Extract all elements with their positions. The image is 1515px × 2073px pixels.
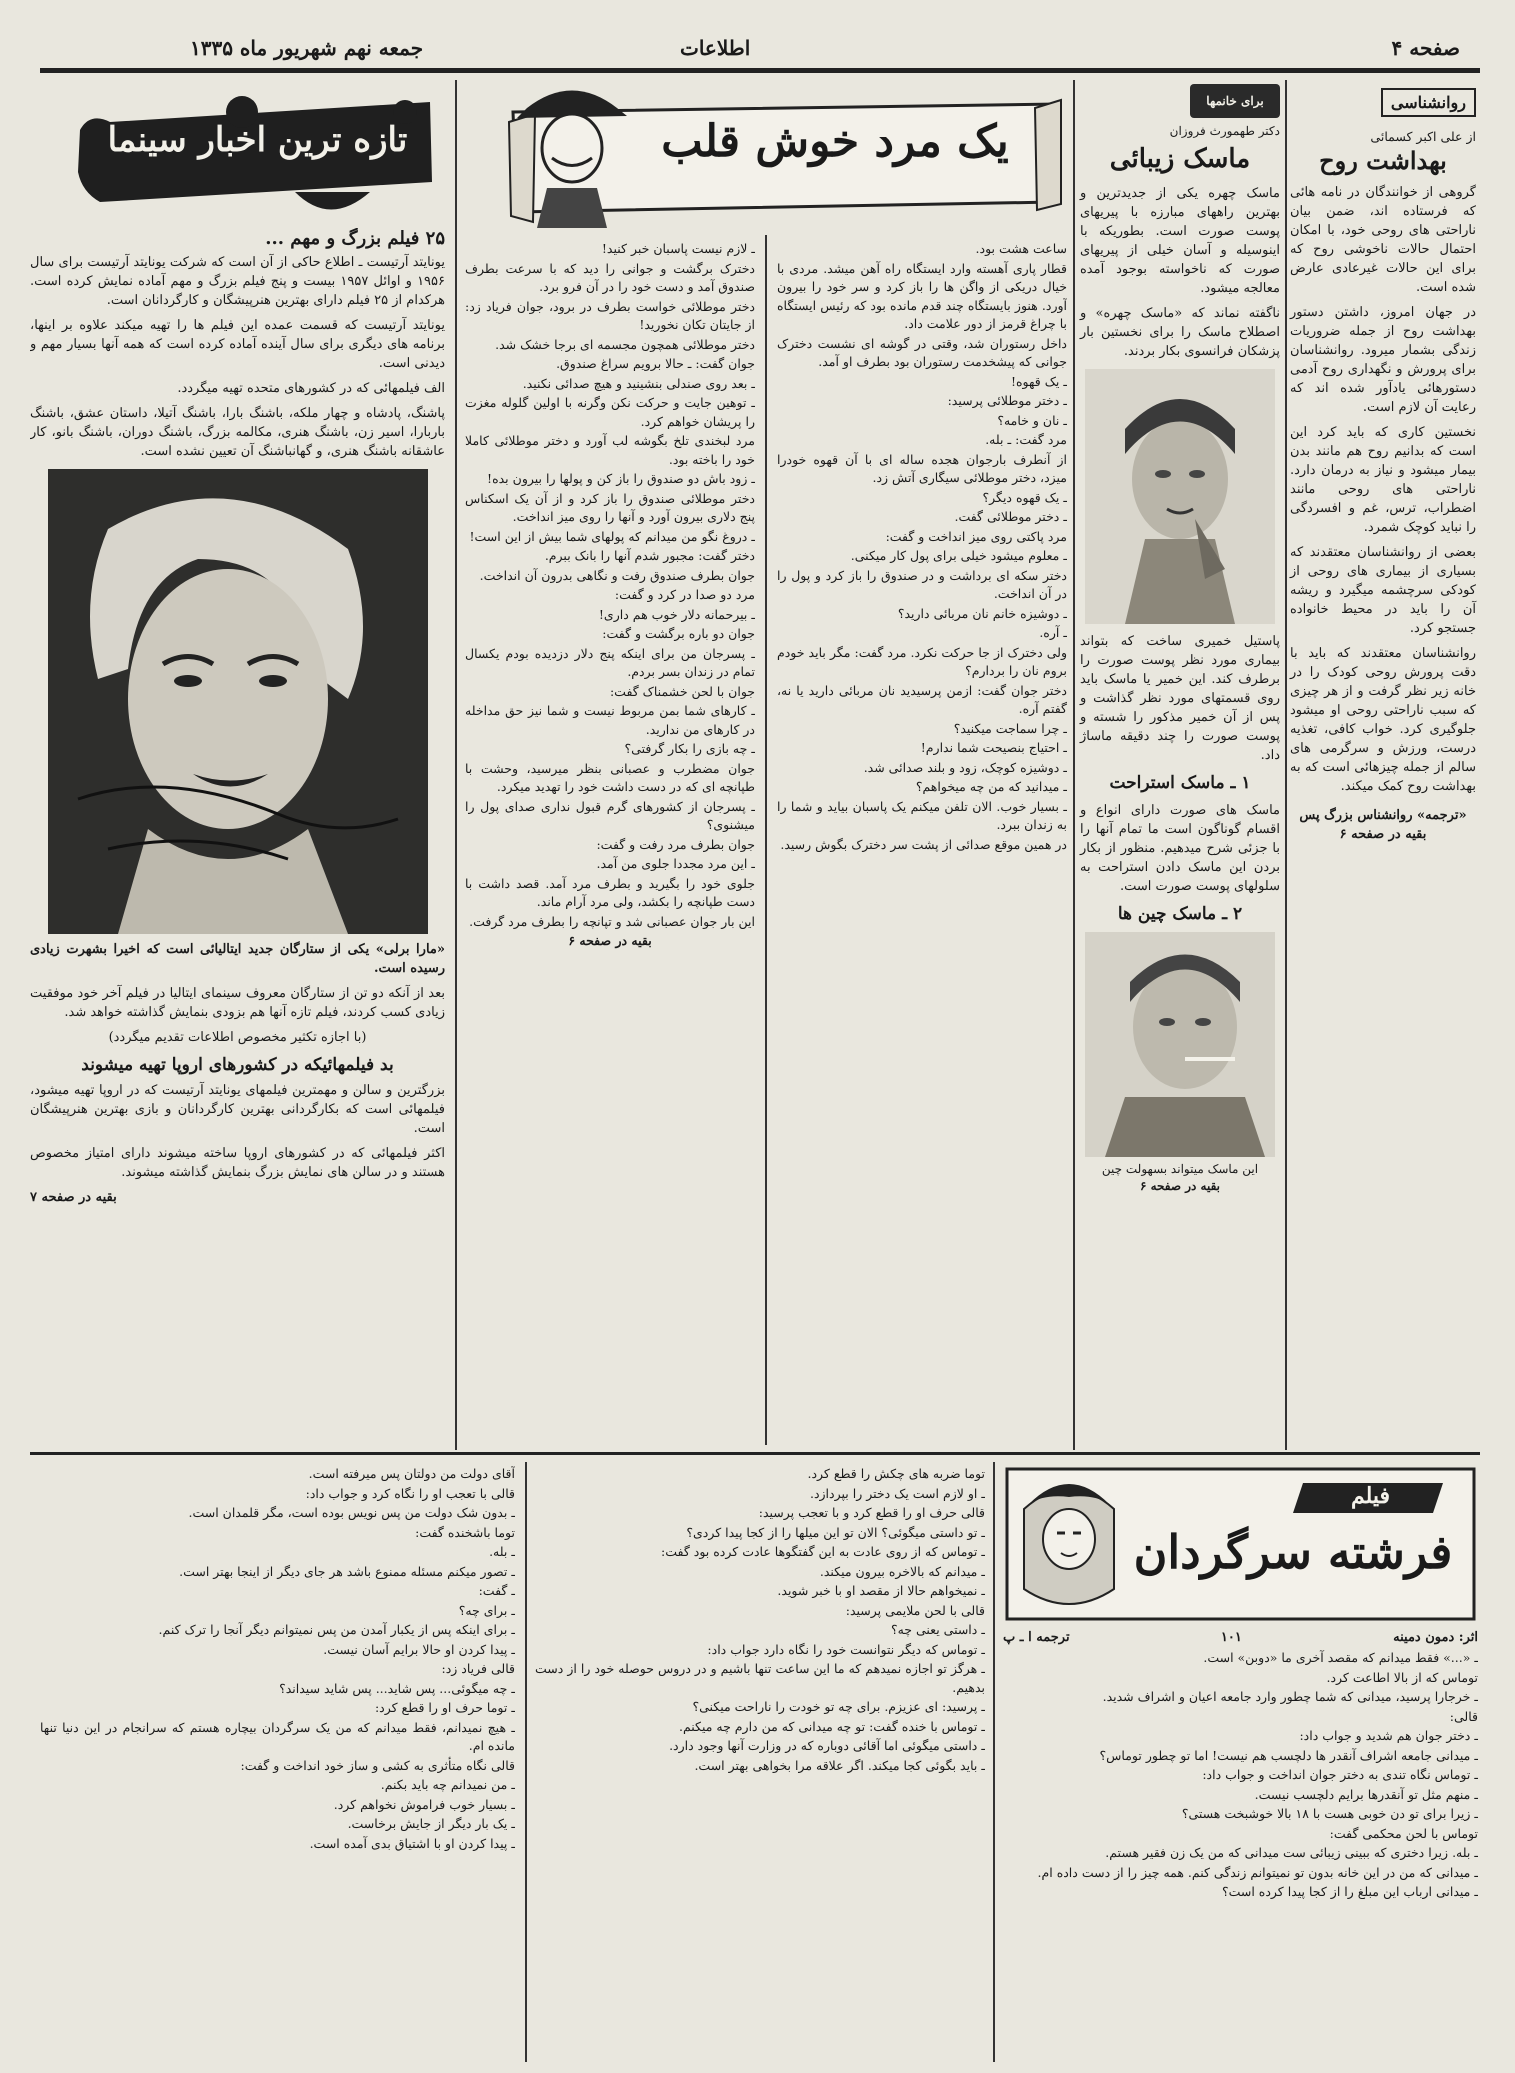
story-line: ـ بعد روی صندلی بنشینید و هیچ صدائی نکنید. — [522, 375, 755, 391]
serial-column-2 — [535, 1465, 985, 2060]
story-line: از آنطرف بارجوان هجده ساله ای با آن قهوه خودرا میزد، دختر موطلائی سیگاری آتش زد. — [777, 451, 1067, 485]
story-line: ـ توما حرف او را قطع کرد: — [374, 1700, 515, 1715]
story-line: جوان بطرف صندوق رفت و نگاهی بدرون آن انداخت. — [479, 567, 755, 583]
continued-note: بقیه در صفحه ۷ — [30, 1190, 117, 1205]
article-paragraph: الف فیلمهائی که در کشورهای متحده تهیه میگردد. — [177, 381, 445, 396]
story-line: ـ این مرد مجددا جلوی من آمد. — [596, 856, 755, 871]
story-line: دختر جوان گفت: ازمن پرسیدید نان مربائی دارید یا نه، گفتم آره. — [777, 682, 1067, 716]
story-column-1 — [777, 240, 1067, 1435]
article-author: از علی اکبر کسمائی — [1370, 129, 1476, 144]
story-line: ـ میدانی جامعه اشراف آنقدر ها دلچسب هم نیست! اما تو چطور توماس؟ — [1099, 1747, 1478, 1763]
story-line: مرد پاکتی روی میز انداخت و گفت: — [885, 528, 1067, 544]
story-line: ـ برای چه؟ — [458, 1602, 515, 1618]
story-line: ـ منهم مثل تو آنقدرها برایم دلچسب نیست. — [1254, 1786, 1478, 1802]
serial-number: ۱۰۱ — [1220, 1630, 1242, 1645]
section-rule — [30, 1452, 1480, 1455]
story-line: ولی دخترک از جا حرکت نکرد. مرد گفت: مگر باید خودم بروم نان را بردارم؟ — [777, 644, 1067, 678]
story-line: ـ توماس که دیگر نتوانست خود را نگاه دارد جواب داد: — [707, 1641, 985, 1657]
serial-banner-label: فیلم — [1350, 1483, 1391, 1509]
beauty-photo-2 — [1085, 932, 1275, 1157]
story-title: یک مرد خوش قلب — [661, 116, 1009, 167]
article-paragraph: پاشنگ، پادشاه و چهار ملکه، باشنگ بارا، باشنگ آتیلا، داستان عشق، باشنگ باربارا، اسیر زن، باشنگ هنری، مکالمه بزرگ، باشنگ دوران، باشنگ بانو، کار عاشقانه باشنگ هنری، و گهانباشنگ آن تعیین نشده است. — [30, 406, 445, 459]
story-line: ـ چرا سماجت میکنید؟ — [953, 720, 1067, 736]
page-header — [40, 36, 1480, 66]
story-line: دختر گفت: مجبور شدم آنها را بانک ببرم. — [544, 548, 755, 563]
story-line: مرد دو صدا در کرد و گفت: — [614, 587, 755, 602]
article-paragraph: بعد از آنکه دو تن از ستارگان معروف سینمای ایتالیا در فیلم آخر خود موفقیت زیادی کسب کردند، فیلم تازه آنها هم بزودی بنمایش گذاشته خواهد شد. — [30, 986, 445, 1020]
story-line: توما ضربه های چکش را قطع کرد. — [807, 1466, 985, 1481]
story-line: قالی با تعجب او را نگاه کرد و جواب داد: — [305, 1485, 515, 1501]
woman-illustration — [1009, 1469, 1129, 1619]
beauty-photo-1 — [1085, 369, 1275, 624]
story-line: ـ دختر موطلائی پرسید: — [947, 393, 1067, 408]
story-line: ـ «...» فقط میدانم که مقصد آخری ما «دوبن» است. — [1203, 1650, 1478, 1665]
story-line: ـ زود باش دو صندوق را باز کن و پولها را بیرون بده! — [487, 471, 755, 486]
story-line: ـ چه میگوئی... پس شاید... پس شاید سیداند؟ — [279, 1680, 515, 1696]
section-label: روانشناسی — [1381, 88, 1476, 117]
story-line: ـ کارهای شما بمن مربوط نیست و شما نیز حق مداخله در کارهای من ندارید. — [465, 703, 755, 737]
story-line: ـ یک قهوه! — [1010, 373, 1067, 389]
story-line: ـ میدانی ارباب این مبلغ را از کجا پیدا کرده است؟ — [1221, 1884, 1478, 1899]
story-line: ـ دروغ نگو من میدانم که پولهای شما بیش از این است! — [469, 528, 755, 544]
article-paragraph: نخستین کاری که باید کرد این است که بدانیم روح هم مانند بدن بیمار میشود و نیاز به درمان دارد. ناراحتی های روحی مانند اضطراب، ترس، غم و افسردگی را نباید کوچک شمرد. — [1290, 425, 1476, 535]
story-line: ـ بسیار خوب. الان تلفن میکنم یک پاسبان بیاید و شما را به زندان ببرد. — [777, 798, 1067, 832]
article-paragraph: یونایتد آرتیست که قسمت عمده این فیلم ها را تهیه میکند علاوه بر اینها، برنامه های دیگری برای سال آینده آماده کرده است که همه آنها بسیار مهم و دیدنی است. — [30, 318, 445, 371]
column-divider — [993, 1462, 995, 2062]
man-hat-illustration — [507, 78, 637, 228]
story-line: ـ پیدا کردن او با اشتیاق بدی آمده است. — [309, 1835, 515, 1851]
story-line: دختر موطلائی خواست بطرف در برود، جوان فریاد زد: از جایتان تکان نخورید! — [465, 298, 755, 332]
photo-caption: «مارا برلی» یکی از ستارگان جدید ایتالیائی است که اخیرا بشهرت زیادی رسیده است. — [30, 942, 445, 976]
serial-title: فرشته سرگردان — [1133, 1525, 1453, 1579]
story-line: جوان مضطرب و عصبانی بنظر میرسید، وحشت با طپانچه ای که در دست داشت خود را تهدید میکرد. — [465, 760, 755, 794]
column-divider — [765, 235, 767, 1445]
story-line: ـ احتیاج بنصیحت شما ندارم! — [920, 740, 1067, 755]
page-number: صفحه ۴ — [1391, 36, 1460, 60]
story-line: ـ پسرجان از کشورهای گرم قبول نداری صدای پول را میشنوی؟ — [465, 798, 755, 832]
story-line: جوان دو باره برگشت و گفت: — [602, 626, 755, 641]
story-line: ـ میدانی که من در این خانه بدون تو نمیتوانم زندگی کنم. همه چیز را از دست داده ام. — [1037, 1864, 1478, 1880]
story-line: قالی حرف او را قطع کرد و با تعجب پرسید: — [758, 1505, 985, 1520]
article-title: بهداشت روح — [1319, 146, 1447, 175]
article-paragraph: گروهی از خوانندگان در نامه هائی که فرستاده اند، ضمن بیان ناراحتی های روحی خود، با امکان احتمال حالات ناخوشی روح که برای این حالات غیرعادی عارض شده است. — [1290, 185, 1476, 295]
story-line: ـ تصور میکنم مسئله ممنوع باشد هر جای دیگر از اینجا بهتر است. — [179, 1563, 515, 1579]
story-line: ـ زیرا برای تو دن خوبی هست با ۱۸ بالا خوشبخت هستی؟ — [1181, 1806, 1478, 1821]
story-line: ـ لازم نیست پاسبان خبر کنید! — [601, 241, 755, 256]
header-rule — [40, 68, 1480, 73]
serial-translator: ترجمه ا ـ پ — [1003, 1630, 1070, 1645]
story-title-box — [505, 92, 1065, 230]
story-line: ـ بله. زیرا دختری که ببینی زیبائی ست میدانی که من یک زن فقیر هستم. — [1105, 1845, 1478, 1860]
column-divider — [455, 80, 457, 1450]
story-line: در همین موقع صدائی از پشت سر دخترک بگوش رسید. — [780, 836, 1067, 852]
story-line: ـ توماس که از روی عادت به این گفتگوها عادت کرده بود گفت: — [661, 1544, 985, 1559]
story-line: ساعت هشت بود. — [975, 241, 1067, 256]
actress-portrait — [48, 469, 428, 934]
story-line: ـ دوشیزه کوچک، زود و بلند صدائی شد. — [863, 759, 1067, 775]
story-line: ـ بسیار خوب فراموش نخواهم کرد. — [333, 1796, 515, 1812]
story-line: ـ باید بگوئی کجا میکند. اگر علاقه مرا بخواهی بهتر است. — [694, 1757, 985, 1773]
story-line: ـ پیدا کردن او حالا برایم آسان نیست. — [323, 1641, 515, 1657]
cinema-article — [30, 228, 445, 1450]
story-line: ـ تو داستی میگوئی؟ الان تو این میلها را از کجا پیدا کردی؟ — [686, 1524, 985, 1540]
story-line: ـ توهین جایت و حرکت نکن وگرنه با اولین گلوله مغزت را پریشان خواهم کرد. — [465, 395, 755, 429]
story-line: ـ دختر جوان هم شدید و جواب داد: — [1299, 1728, 1478, 1743]
story-line: ـ بیرحمانه دلار خوب هم داری! — [598, 606, 755, 622]
story-line: ـ توماس نگاه تندی به دختر جوان انداخت و جواب داد: — [1202, 1767, 1478, 1782]
column-divider — [525, 1462, 527, 2062]
story-line: قالی با لحن ملایمی پرسید: — [845, 1602, 985, 1618]
story-line: قطار پاری آهسته وارد ایستگاه راه آهن میشد. مردی با خیال دریکی از واگن ها را باز کرد و سر خود را بیرون آورد. هنوز بایستگاه چند قدم مانده بود که رئیس ایستگاه با چراغ قرمز از دور علامت داد. — [777, 260, 1067, 331]
story-line: مرد گفت: ـ بله. — [985, 432, 1067, 447]
subsection-title: ۱ ـ ماسک استراحت — [1109, 773, 1251, 793]
story-line: دخترک برگشت و جوانی را دید که با سرعت بطرف صندوق آمد و دست خود را در آن فرو برد. — [465, 260, 755, 294]
article-paragraph: پاستیل خمیری ساخت که بتواند بیماری مورد نظر پوست صورت را برطرف کند. این خمیر یا ماسک باید روی قسمتهای مورد نظر گذاشت و پس از آن خمیر مذکور را شسته و پوست صورت را چند دقیقه ماساژ داد. — [1080, 634, 1280, 763]
story-line: ـ پرسید: ای عزیزم. برای چه تو خودت را ناراحت میکنی؟ — [692, 1699, 985, 1714]
story-line: قالی نگاه متأثری به کشی و ساز خود انداخت و گفت: — [240, 1757, 515, 1773]
continued-note: بقیه در صفحه ۶ — [1139, 1179, 1221, 1193]
story-line: مرد لبخندی تلخ بگوشه لب آورد و دختر موطلائی کاملا خود را باخته بود. — [465, 433, 755, 467]
badge-label: برای خانمها — [1206, 94, 1264, 108]
cinema-title-box — [70, 92, 445, 212]
story-line: ـ آره. — [1039, 625, 1067, 640]
story-line: ـ هیچ نمیدانم، فقط میدانم که من یک سرگردان بیچاره هستم که سرانجام در این دنیا تنها مانده ام. — [40, 1719, 515, 1753]
story-line: قالی فریاد زد: — [441, 1661, 515, 1676]
column-divider — [1073, 80, 1075, 1450]
story-line: جوان بطرف مرد رفت و گفت: — [596, 836, 755, 852]
article-paragraph: ماسک های صورت دارای انواع و اقسام گوناگون است ما تمام آنها را با جزئی شرح میدهیم. منظور از بکار بردن این ماسک دادن استراحت به سلولهای پوست صورت است. — [1080, 803, 1280, 894]
article-paragraph: (با اجازه تکثیر مخصوص اطلاعات تقدیم میگردد) — [108, 1030, 367, 1045]
story-line: ـ پسرجان من برای اینکه پنج دلار دزدیده بودم یکسال تمام در زندان بسر بردم. — [465, 645, 755, 679]
story-line: ـ دوشیزه خانم نان مربائی دارید؟ — [897, 605, 1067, 621]
story-line: ـ چه بازی را بکار گرفتی؟ — [624, 741, 755, 756]
story-line: قالی: — [1449, 1708, 1478, 1724]
story-line: ـ خرجارا پرسید، میدانی که شما چطور وارد جامعه اعیان و اشراف شدید. — [1102, 1689, 1478, 1704]
serial-column-1 — [1003, 1630, 1478, 2060]
story-line: جلوی خود را بگیرید و بطرف مرد آمد. قصد داشت با دست طپانچه را بکشد، ولی مرد آرام ماند. — [465, 875, 755, 909]
ladies-badge — [1190, 84, 1280, 118]
woman-mask-photo — [1085, 369, 1275, 624]
story-line: جوان گفت: ـ حالا برویم سراغ صندوق. — [556, 356, 755, 371]
article-paragraph: بعضی از روانشناسان معتقدند که بسیاری از بیماری های روحی از کودکی سرچشمه میگیرد و ریشه آن را باید در محیط خانواده جستجو کرد. — [1290, 545, 1476, 636]
story-line: ـ برای اینکه پس از یکبار آمدن من پس نمیتوانم دیگر آنجا را ترک کنم. — [158, 1622, 515, 1637]
story-line: ـ توماس با خنده گفت: تو چه میدانی که من دارم چه میکنم. — [678, 1718, 985, 1734]
story-line: ـ هرگز تو اجازه نمیدهم که ما این ساعت تنها باشیم و در دروس حوصله خود را از دست بدهیم. — [535, 1661, 985, 1695]
story-line: این بار جوان عصبانی شد و تپانچه را بطرف مرد گرفت. — [469, 913, 755, 929]
article-paragraph: یونایتد آرتیست ـ اطلاع حاکی از آن است که شرکت یونایتد آرتیست برای سال ۱۹۵۶ و اوائل ۱۹۵۷ بیست و پنج فیلم بزرگ و مهم آماده نمایش کرده است. هرکدام از ۲۵ فیلم دارای بهترین هنرپیشگان و کارگردانان است. — [30, 255, 445, 308]
serial-column-3 — [40, 1465, 515, 2060]
story-line: ـ او لازم است یک دختر را بپردازد. — [809, 1485, 985, 1501]
story-line: داخل رستوران شد، وقتی در گوشه ای نشست دخترک جوانی که پیشخدمت رستوران بود بطرف او آمد. — [777, 335, 1067, 369]
article-title: ماسک زیبائی — [1109, 144, 1251, 174]
story-line: ـ میدانید که من چه میخواهم؟ — [915, 779, 1067, 794]
cinema-headline: بد فیلمهائیکه در کشورهای اروپا تهیه میشوند — [81, 1055, 394, 1075]
article-paragraph: ناگفته نماند که «ماسک چهره» و اصطلاح ماسک را برای نخستین بار پزشکان فرانسوی بکار بردند. — [1080, 306, 1280, 359]
story-line: آقای دولت من دولتان پس میرفته است. — [308, 1466, 515, 1481]
story-line: ـ داستی میگوئی اما آقائی دوباره که در وزارت آنها وجود دارد. — [669, 1738, 985, 1753]
story-line: دختر موطلائی صندوق را باز کرد و از آن یک اسکناس پنج دلاری بیرون آورد و آنها را روی میز انداخت. — [465, 490, 755, 524]
story-line: ـ یک قهوه دیگر؟ — [982, 489, 1067, 505]
story-line: ـ یک بار دیگر از جایش برخاست. — [347, 1816, 515, 1831]
psychology-article — [1290, 88, 1476, 1443]
subsection-title: ۲ ـ ماسک چین ها — [1117, 904, 1243, 924]
story-line: ـ من نمیدانم چه باید بکنم. — [380, 1777, 515, 1792]
story-line: توماس که از بالا اطاعت کرد. — [1326, 1669, 1478, 1685]
article-paragraph: بزرگترین و سالن و مهمترین فیلمهای یونایتد آرتیست که در اروپا تهیه میشود، فیلمهائی است که بکارگردانی بهترین کارگردانان و بازی بهترین هنرپیشگان است. — [30, 1083, 445, 1136]
woman-cigarette-photo — [1085, 932, 1275, 1157]
beauty-article — [1080, 84, 1280, 1444]
story-line: ـ معلوم میشود خیلی برای پول کار میکنی. — [850, 548, 1067, 563]
actress-photo — [48, 469, 428, 934]
story-line: ـ بدون شک دولت من پس نویس بوده است، مگر قلمدان است. — [188, 1505, 515, 1520]
photo-caption: این ماسک میتواند بسهولت چین — [1101, 1162, 1259, 1176]
continued-note: «ترجمه» روانشناس بزرگ پس بقیه در صفحه ۶ — [1299, 808, 1467, 842]
story-line: ـ داستی یعنی چه؟ — [890, 1622, 985, 1637]
story-line: توما باشخنده گفت: — [415, 1524, 515, 1540]
story-line: دختر موطلائی همچون مجسمه ای برجا خشک شد. — [495, 336, 755, 352]
paper-name: اطلاعات — [680, 36, 751, 60]
story-line: ـ نان و خامه؟ — [997, 412, 1067, 428]
article-paragraph: روانشناسان معتقدند که باید با دقت پرورش روحی کودک را در خانه زیر نظر گرفت و از هر چیزی که سبب ناراحتی روحی او میشود جلوگیری کرد. خواب کافی، تغذیه درست، ورزش و سرگرمی های سالم از جمله چیزهائی است که به بهداشت روح کمک میکند. — [1290, 646, 1476, 794]
story-line: ـ نمیخواهم حالا از مقصد او با خبر شوید. — [777, 1583, 985, 1598]
article-paragraph: اکثر فیلمهائی که در کشورهای اروپا ساخته میشوند دارای امتیاز مخصوص هستند و در سالن های نمایش بزرگ بنمایش گذاشته میشوند. — [30, 1146, 445, 1180]
story-line: جوان با لحن خشمناک گفت: — [609, 683, 755, 699]
story-line: ـ دختر موطلائی گفت. — [954, 509, 1067, 524]
story-line: توماس با لحن محکمی گفت: — [1329, 1825, 1478, 1841]
serial-author: اثر: دمون دمینه — [1393, 1630, 1478, 1645]
story-line: ـ میدانم که بالاخره بیرون میکند. — [819, 1563, 985, 1579]
story-line: دختر سکه ای برداشت و در صندوق را باز کرد و پول را در آن انداخت. — [777, 567, 1067, 601]
cinema-title: تازه ترین اخبار سینما — [107, 120, 408, 160]
article-paragraph: ماسک چهره یکی از جدیدترین و بهترین راههای مبارزه با پیریهای پوست صورت است. بطوریکه با اینوسیله و آسان خیلی از پیریهای صورت که ناخواسته بوجود آمده معالجه میشود. — [1080, 186, 1280, 296]
story-column-2 — [465, 240, 755, 1435]
story-line: ـ بله. — [489, 1544, 515, 1559]
issue-date: جمعه نهم شهریور ماه ۱۳۳۵ — [190, 36, 424, 60]
serial-title-box — [1003, 1465, 1478, 1623]
column-divider — [1285, 80, 1287, 1450]
article-paragraph: در جهان امروز، داشتن دستور بهداشت روح از جمله ضروریات زندگی بشمار میرود. روانشناسان برای پرورش و نگهداری روح آدمی دستورهائی یادآور شده اند که رعایت آن لازم است. — [1290, 305, 1476, 415]
article-author: دکتر طهمورث فروزان — [1169, 124, 1280, 138]
story-line: ـ گفت: — [478, 1583, 515, 1598]
cinema-headline: ۲۵ فیلم بزرگ و مهم ... — [265, 228, 445, 249]
continued-note: بقیه در صفحه ۶ — [568, 933, 652, 948]
